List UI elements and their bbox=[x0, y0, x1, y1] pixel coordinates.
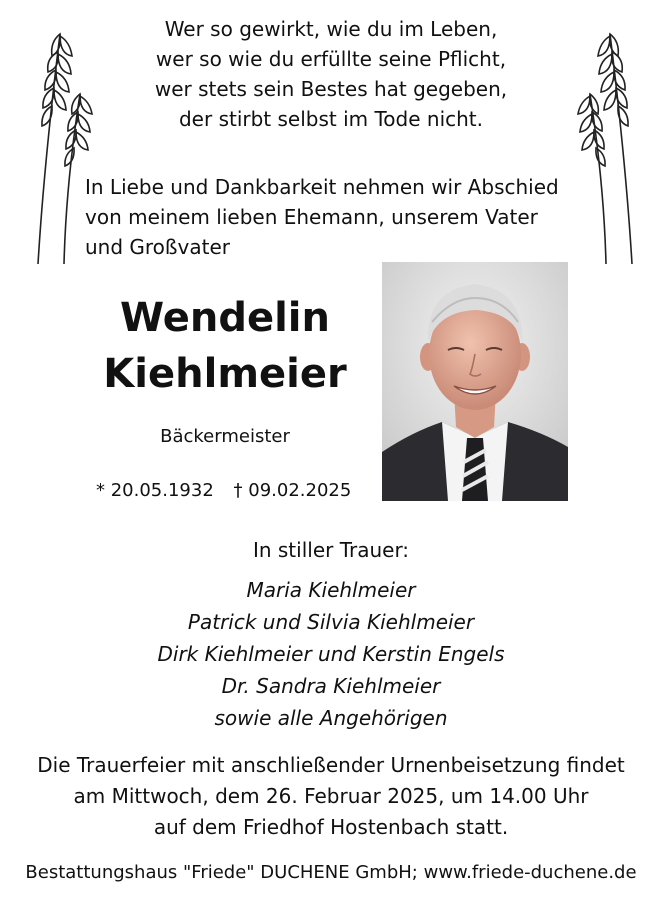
ceremony-line: Die Trauerfeier mit anschließender Urnenbeisetzung findet bbox=[37, 753, 625, 777]
first-name: Wendelin bbox=[120, 295, 330, 341]
deceased-name bbox=[60, 290, 390, 402]
intro-line: In Liebe und Dankbarkeit nehmen wir Abschied bbox=[85, 175, 559, 199]
ceremony-info bbox=[0, 750, 662, 843]
intro-line: und Großvater bbox=[85, 235, 230, 259]
profession: Bäckermeister bbox=[160, 426, 290, 447]
death-date: † 09.02.2025 bbox=[233, 480, 352, 501]
ceremony-line: am Mittwoch, dem 26. Februar 2025, um 14.00 Uhr bbox=[73, 784, 589, 808]
last-name: Kiehlmeier bbox=[103, 351, 347, 397]
intro-text bbox=[85, 172, 559, 262]
mourner-name: Dr. Sandra Kiehlmeier bbox=[221, 674, 441, 698]
poem-line: Wer so gewirkt, wie du im Leben, bbox=[164, 17, 498, 41]
portrait-photo bbox=[382, 262, 568, 501]
mourner-name: sowie alle Angehörigen bbox=[214, 706, 448, 730]
mourner-name: Dirk Kiehlmeier und Kerstin Engels bbox=[157, 642, 505, 666]
life-dates bbox=[96, 480, 376, 501]
wheat-icon bbox=[560, 14, 650, 264]
mourner-name: Patrick und Silvia Kiehlmeier bbox=[187, 610, 475, 634]
birth-date: * 20.05.1932 bbox=[96, 480, 214, 501]
poem-line: der stirbt selbst im Tode nicht. bbox=[178, 107, 484, 131]
mourners-list bbox=[0, 574, 662, 734]
poem bbox=[110, 14, 552, 134]
funeral-home-footer: Bestattungshaus "Friede" DUCHENE GmbH; www.friede-duchene.de bbox=[25, 862, 637, 883]
poem-line: wer stets sein Bestes hat gegeben, bbox=[154, 77, 508, 101]
intro-line: von meinem lieben Ehemann, unserem Vater bbox=[85, 205, 538, 229]
ceremony-line: auf dem Friedhof Hostenbach statt. bbox=[153, 815, 509, 839]
mourning-title: In stiller Trauer: bbox=[252, 538, 410, 562]
poem-line: wer so wie du erfüllte seine Pflicht, bbox=[155, 47, 507, 71]
mourner-name: Maria Kiehlmeier bbox=[246, 578, 416, 602]
